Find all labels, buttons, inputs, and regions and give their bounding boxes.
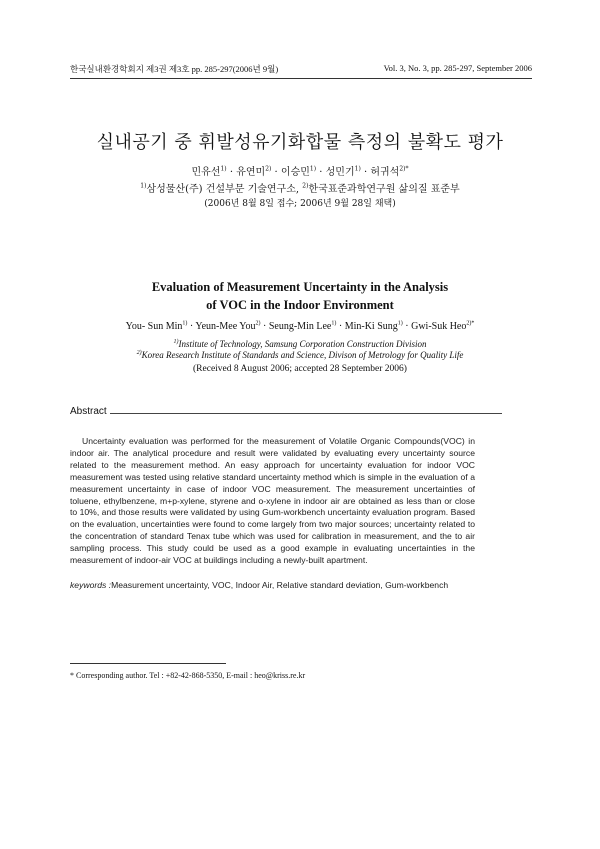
- english-affiliation-1-line: [0, 339, 600, 350]
- korean-affiliation-1: 삼성물산(주) 건설부문 기술연구소,: [146, 184, 300, 195]
- korean-received-accepted-dates: (2006년 8월 8일 접수; 2006년 9월 28일 채택): [204, 199, 396, 209]
- corresponding-author-footnote: * Corresponding author. Tel : +82-42-868-5350, E-mail : heo@kriss.re.kr: [70, 671, 306, 680]
- korean-author: 허귀석: [370, 167, 400, 178]
- korean-author: 이승민: [280, 167, 310, 178]
- author-separator: ·: [263, 321, 267, 332]
- footnote-divider: [70, 663, 226, 664]
- english-received-accepted-dates: (Received 8 August 2006; accepted 28 September 2006): [193, 364, 407, 374]
- author-separator: ·: [189, 321, 194, 332]
- author-separator: ·: [338, 321, 343, 332]
- journal-citation-english: Vol. 3, No. 3, pp. 285-297, September 2006: [383, 63, 532, 73]
- author-affiliation-mark: 2): [265, 165, 272, 173]
- author-separator: ·: [405, 321, 409, 332]
- author-separator: ·: [363, 167, 368, 178]
- keywords-text: Measurement uncertainty, VOC, Indoor Air, Relative standard deviation, Gum-workbench: [111, 580, 449, 590]
- english-author: Min-Ki Sung: [344, 321, 398, 332]
- english-author: Seung-Min Lee: [268, 321, 332, 332]
- header-divider: [70, 78, 532, 79]
- affiliation-mark: 1): [173, 339, 179, 345]
- author-affiliation-mark: 2): [255, 320, 261, 327]
- keywords-line: [70, 580, 490, 590]
- english-affiliation-2: Korea Research Institute of Standards and Science, Divison of Metrology for Quality Life: [141, 350, 464, 360]
- author-affiliation-mark: 2)*: [466, 320, 475, 327]
- author-separator: ·: [319, 167, 323, 178]
- author-affiliation-mark: 2)*: [399, 165, 409, 173]
- english-author: Gwi-Suk Heo: [411, 321, 467, 332]
- author-separator: ·: [274, 167, 278, 178]
- author-affiliation-mark: 1): [397, 320, 403, 327]
- english-title-line-1: Evaluation of Measurement Uncertainty in the Analysis: [151, 280, 449, 294]
- affiliation-mark: 1): [140, 182, 147, 190]
- author-affiliation-mark: 1): [182, 320, 188, 327]
- affiliation-mark: 2): [136, 350, 142, 356]
- english-author: Yeun-Mee You: [195, 321, 256, 332]
- english-title-line-2: of VOC in the Indoor Environment: [206, 298, 394, 312]
- author-affiliation-mark: 1): [220, 165, 227, 173]
- journal-citation-korean: 한국실내환경학회지 제3권 제3호 pp. 285-297(2006년 9월): [70, 64, 279, 74]
- korean-affiliations: [0, 180, 600, 195]
- korean-title: 실내공기 중 휘발성유기화합물 측정의 불확도 평가: [96, 132, 504, 153]
- running-header: [70, 63, 532, 77]
- korean-author: 성민기: [325, 167, 355, 178]
- english-affiliations: [0, 339, 600, 361]
- author-affiliation-mark: 1): [309, 165, 317, 173]
- korean-author-list: [0, 163, 600, 178]
- keywords-label: keywords :: [70, 580, 112, 590]
- author-separator: ·: [229, 167, 234, 178]
- author-affiliation-mark: 1): [354, 165, 361, 173]
- english-affiliation-1: Institute of Technology, Samsung Corporation Construction Division: [178, 339, 427, 349]
- english-affiliation-2-line: [0, 350, 600, 361]
- abstract-heading-rule: [108, 413, 502, 414]
- english-title: [0, 278, 600, 314]
- korean-author: 민유선: [191, 167, 221, 178]
- abstract-heading: Abstract: [70, 406, 110, 417]
- korean-affiliation-2: 한국표준과학연구원 삶의질 표준부: [308, 184, 460, 195]
- english-author: You- Sun Min: [125, 321, 183, 332]
- author-affiliation-mark: 1): [331, 320, 337, 327]
- english-author-list: [0, 321, 600, 332]
- abstract-body: Uncertainty evaluation was performed for the measurement of Volatile Organic Compounds(VOC) in indoor air. The analytical procedure and result were validated by evaluating every uncertainty source related to the measurement method. An easy approach for uncertainty evaluation for indoor VOC measurement was tested using relative standard uncertainty method which is simple in the evaluation of a measurement uncertainty in case of indoor VOC measurement. The measurement uncertainties of toluene, ethylbenzene, m+p-xylene, styrene and o-xylene in indoor air are obtained as less than or close to 10%, and those results were validated by using Gum-workbench uncertainty evaluation program. Based on the evaluation, uncertainties were found to come largely from two major sources; uncertainty related to the concentration of standard Tenax tube which was used for calibration in measurement, and the to air sampling process. This study could be used as a good example in evaluating uncertainties in the measurement of indoor-air VOC at buildings including a newly-built apartment.: [70, 436, 475, 566]
- affiliation-mark: 2): [302, 182, 309, 190]
- korean-author: 유연미: [236, 167, 266, 178]
